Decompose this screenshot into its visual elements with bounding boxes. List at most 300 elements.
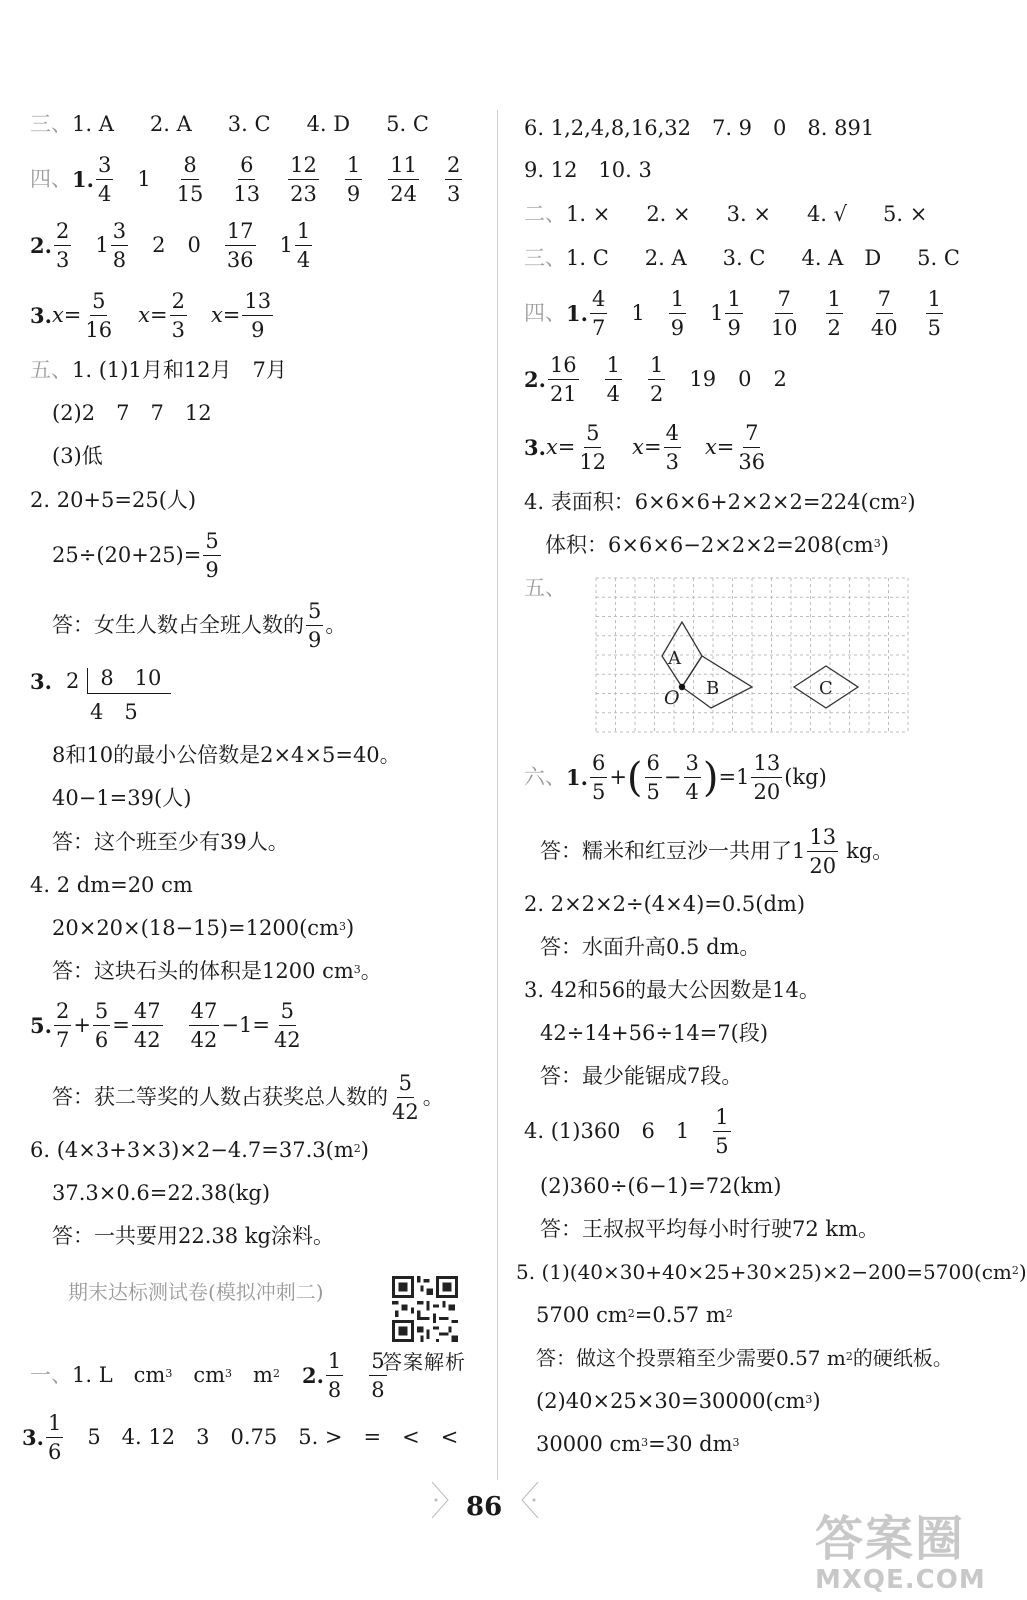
answer-item: 3. C: [227, 112, 271, 136]
right-er-row: [524, 204, 927, 225]
superscript: 2: [845, 1349, 853, 1363]
right-si-q4b: [545, 535, 889, 556]
answer-text: =30 dm: [648, 1432, 733, 1456]
denominator: 42: [190, 1028, 218, 1053]
answer-text: 4. 表面积：6×6×6+2×2×2=224(cm: [524, 490, 901, 514]
numerator: 2: [170, 290, 187, 316]
left-wu-q5: 5. $\frac{2}{7}$ + $\frac{5}{6}$ = $\frac{47}{42}$ $\frac{47}{42}$ −1= $\frac{5}{42}$: [30, 999, 301, 1053]
numerator: 1: [46, 1412, 63, 1438]
answer-item: 2. A: [149, 112, 192, 136]
answer-text: 的硬纸板。: [852, 1346, 953, 1370]
denominator: 8: [327, 1378, 342, 1403]
denominator: 5: [715, 1134, 729, 1159]
answer-text: 答：王叔叔平均每小时行驶72 km。: [540, 1217, 880, 1241]
answer-text: 4. 2 dm=20 cm: [30, 873, 193, 897]
mixed-number: [280, 220, 315, 271]
numerator: 5: [90, 290, 107, 316]
denominator: 7: [55, 1028, 70, 1053]
numerator: 1: [648, 354, 665, 380]
left-wu-q2c: [52, 600, 346, 651]
punctuation: ): [360, 1138, 369, 1162]
column-divider: [497, 110, 498, 1480]
denominator: 20: [809, 854, 837, 879]
fraction: [306, 600, 323, 651]
denominator: 3: [55, 248, 70, 273]
fraction: [590, 288, 607, 339]
left-yi-q3: [22, 1412, 458, 1463]
denominator: 40: [870, 316, 898, 341]
answer-text: 答：这块石头的体积是1200 cm: [52, 959, 354, 983]
fraction: [548, 354, 579, 405]
answer-item: 1. A: [72, 112, 114, 136]
superscript: 2: [1011, 1263, 1019, 1277]
answer-text: 答：获二等奖的人数占获奖总人数的: [52, 1085, 388, 1110]
punctuation: ): [345, 916, 355, 940]
page-number: 86: [466, 1492, 503, 1522]
left-si-q1: [30, 154, 464, 205]
right-liu-q5e: [536, 1434, 740, 1455]
denominator: 4: [606, 382, 621, 407]
section-label: 三、: [30, 112, 72, 136]
answer-value: 0: [187, 233, 201, 258]
denominator: 12: [579, 450, 607, 475]
fraction: [590, 752, 607, 803]
right-liu-q5d: [536, 1391, 821, 1412]
question-number: 1.: [566, 765, 588, 791]
right-si-q2: [524, 354, 787, 405]
denominator: 8: [371, 1378, 385, 1403]
fraction: [605, 354, 622, 405]
superscript: 3: [165, 1367, 173, 1381]
numerator: 1: [826, 288, 843, 314]
answer-item: 2. ×: [646, 202, 691, 226]
variable-label: x=: [210, 303, 241, 328]
dividends: 8 10: [87, 668, 171, 694]
left-wu-q4b: [52, 918, 354, 939]
fraction: [345, 154, 362, 205]
fraction: [96, 154, 113, 205]
numerator: 7: [743, 422, 760, 448]
fraction: [648, 354, 665, 405]
right-si-q4a: [524, 492, 916, 513]
denominator: 9: [205, 558, 219, 583]
denominator: 36: [738, 450, 766, 475]
denominator: 42: [133, 1028, 161, 1053]
whole-part: 1: [710, 301, 724, 326]
answer-item: 5. C: [917, 246, 960, 270]
denominator: 42: [392, 1100, 419, 1125]
numerator: 5: [397, 1072, 414, 1098]
denominator: 36: [226, 248, 254, 273]
quotients: 4 5: [90, 700, 138, 724]
right-liu-q5b: [536, 1305, 733, 1326]
answer-text: (2)2 7 7 12: [52, 401, 212, 425]
fraction: [225, 220, 256, 271]
denominator: 9: [727, 316, 741, 341]
numerator: 47: [132, 1000, 163, 1026]
qr-label: 答案解析: [382, 1350, 466, 1374]
denominator: 21: [549, 382, 577, 407]
punctuation: kg。: [846, 839, 894, 864]
answer-text: 9. 12 10. 3: [524, 158, 652, 182]
fraction: [326, 1350, 343, 1401]
superscript: 3: [225, 1367, 233, 1381]
whole-part: 1: [95, 233, 109, 258]
answer-text: 答：最少能锯成7段。: [540, 1064, 743, 1088]
superscript: 3: [805, 1393, 813, 1406]
numerator: 1: [926, 288, 943, 314]
denominator: 7: [591, 316, 606, 341]
right-liu-q5a: [516, 1262, 1027, 1282]
punctuation: ): [907, 490, 916, 514]
answer-value: 19: [689, 367, 717, 392]
denominator: 15: [176, 182, 204, 207]
section-label: 五、: [30, 358, 72, 382]
answer-item: 4. √: [806, 202, 848, 226]
punctuation: 。: [325, 613, 347, 638]
fraction: [203, 530, 220, 581]
answer-item: 5. ×: [883, 202, 928, 226]
numerator: 16: [548, 354, 579, 380]
answer-text: 1. (1)1月和12月 7月: [72, 358, 287, 382]
answer-text: (2)40×25×30=30000(cm: [536, 1389, 806, 1413]
answer-item: 3. ×: [726, 202, 771, 226]
numerator: 6: [590, 752, 607, 778]
numerator: 5: [203, 530, 220, 556]
numerator: 1: [345, 154, 362, 180]
superscript: 2: [272, 1367, 280, 1381]
numerator: 47: [189, 1000, 220, 1026]
superscript: 3: [873, 537, 881, 550]
numerator: 2: [445, 154, 462, 180]
grid-figure: [596, 578, 908, 732]
shape-label: A: [668, 648, 681, 669]
fraction: [388, 154, 419, 205]
fraction: [669, 288, 686, 339]
fraction: [645, 752, 662, 803]
superscript: 2: [627, 1307, 635, 1320]
divisor: 2: [65, 668, 80, 693]
question-number: 2.: [301, 1363, 324, 1389]
left-wu-q1a: [30, 360, 287, 381]
numerator: 6: [645, 752, 662, 778]
right-san-row: [524, 248, 960, 269]
answer-value: 2: [152, 233, 166, 258]
right-si-q1: [524, 288, 945, 339]
right-liu-q5c: [536, 1348, 953, 1368]
fraction: [390, 1072, 421, 1123]
answer-value: 1: [137, 167, 151, 192]
fraction: [175, 154, 206, 205]
answer-text: 答：水面升高0.5 dm。: [540, 935, 761, 959]
section-label: 四、: [30, 167, 72, 192]
section-label: 三、: [524, 246, 566, 270]
numerator: 2: [54, 1000, 71, 1026]
numerator: 6: [238, 154, 255, 180]
answer-text: 6. 1,2,4,8,16,32 7. 9 0 8. 891: [524, 116, 875, 140]
question-number: 2.: [524, 367, 546, 393]
answer-text: (3)低: [52, 444, 103, 468]
numerator: 13: [807, 826, 838, 852]
watermark-line1: 答案圈: [815, 1511, 966, 1567]
fraction: [445, 154, 462, 205]
answer-text: 6. (4×3+3×3)×2−4.7=37.3(m: [30, 1138, 354, 1162]
numerator: 3: [111, 220, 128, 246]
denominator: 3: [447, 182, 461, 207]
denominator: 10: [770, 316, 798, 341]
answer-text: 答：一共要用22.38 kg涂料。: [52, 1224, 334, 1248]
denominator: 5: [927, 316, 942, 341]
variable-label: x=: [632, 435, 662, 460]
fraction: [132, 1000, 163, 1051]
answer-text: 体积：6×6×6−2×2×2=208(cm: [545, 533, 874, 557]
watermark-line2: MXQE.COM: [815, 1565, 986, 1595]
denominator: 3: [171, 318, 185, 343]
answer-text: 5 4. 12 3 0.75 5. > = < <: [87, 1425, 459, 1450]
footer-ornament-left: [430, 1480, 450, 1520]
denominator: 8: [112, 248, 127, 273]
numerator: 1: [295, 220, 312, 246]
question-number: 2.: [30, 233, 52, 259]
left-wu-q3: [30, 668, 171, 694]
answer-item: 5. C: [386, 112, 429, 136]
left-si-q2: [30, 220, 314, 271]
punctuation: 。: [360, 959, 382, 983]
fraction: [926, 288, 943, 339]
denominator: 23: [290, 182, 317, 207]
mixed-number: [95, 220, 130, 271]
numerator: 1: [605, 354, 622, 380]
fraction: [769, 288, 800, 339]
denominator: 4: [97, 182, 112, 207]
fraction: [288, 154, 319, 205]
denominator: 16: [85, 318, 113, 343]
shape-label: C: [819, 678, 833, 699]
left-wu-q6a: [30, 1140, 369, 1161]
punctuation: 。: [422, 1085, 444, 1110]
numerator: 13: [242, 290, 273, 316]
footer-ornament-right: [520, 1480, 540, 1520]
operator: =1: [718, 765, 750, 790]
question-number: 3.: [22, 1425, 44, 1451]
punctuation: ): [1018, 1260, 1027, 1284]
numerator: 7: [775, 288, 792, 314]
punctuation: ): [812, 1389, 821, 1413]
shape-label: B: [706, 678, 720, 699]
left-wu-q4c: [52, 961, 382, 982]
whole-part: 1: [792, 839, 806, 864]
section-label: 四、: [524, 301, 566, 326]
left-wu-q5c: [52, 1072, 444, 1123]
left-wu-q2b: [52, 530, 223, 581]
question-number: 1.: [566, 301, 588, 327]
fraction: [869, 288, 900, 339]
answer-text: 1. L cm: [72, 1363, 166, 1388]
answer-item: 4. A D: [801, 246, 882, 270]
denominator: 2: [650, 382, 664, 407]
answer-text: 2. 2×2×2÷(4×4)=0.5(dm): [524, 892, 806, 916]
numerator: 1: [725, 288, 742, 314]
numerator: 13: [751, 752, 782, 778]
answer-value: 0: [738, 367, 752, 392]
fraction: [369, 1350, 386, 1401]
denominator: 9: [308, 628, 322, 653]
fraction: [54, 1000, 71, 1051]
answer-text: 4. (1)360 6 1: [524, 1119, 690, 1144]
numerator: 4: [664, 422, 681, 448]
answer-text: 37.3×0.6=22.38(kg): [52, 1181, 271, 1205]
answer-text: (2)360÷(6−1)=72(km): [540, 1174, 782, 1198]
point-o: [679, 684, 685, 690]
left-san-row: [30, 114, 429, 135]
superscript: 3: [641, 1436, 649, 1449]
answer-value: 1: [631, 301, 645, 326]
denominator: 5: [591, 780, 606, 805]
numerator: 5: [93, 1000, 110, 1026]
answer-text: 30000 cm: [536, 1432, 642, 1456]
fraction: [242, 290, 273, 341]
fraction: [577, 422, 608, 473]
answer-text: 20×20×(18−15)=1200(cm: [52, 916, 339, 940]
answer-text: m: [232, 1363, 273, 1388]
fraction: [272, 1000, 303, 1051]
denominator: 42: [273, 1028, 301, 1053]
numerator: 11: [388, 154, 419, 180]
superscript: 3: [353, 963, 361, 976]
variable-label: x=: [545, 435, 576, 460]
qr-code-icon[interactable]: [392, 1276, 458, 1342]
answer-text: cm: [172, 1363, 226, 1388]
denominator: 3: [665, 450, 679, 475]
fraction: [684, 752, 701, 803]
superscript: 3: [732, 1436, 740, 1449]
numerator: 12: [288, 154, 319, 180]
numerator: 5: [584, 422, 601, 448]
answer-value: 2: [773, 367, 787, 392]
answer-item: 4. D: [306, 112, 351, 136]
numerator: 1: [326, 1350, 343, 1376]
answer-text: 8和10的最小公倍数是2×4×5=40。: [52, 743, 401, 767]
superscript: 3: [338, 920, 346, 933]
section-title: 期末达标测试卷(模拟冲刺二): [68, 1280, 324, 1304]
answer-text: 42÷14+56÷14=7(段): [540, 1021, 769, 1045]
denominator: 4: [296, 248, 311, 273]
question-number: 1.: [72, 167, 94, 193]
denominator: 5: [646, 780, 660, 805]
numerator: 5: [369, 1350, 386, 1376]
variable-label: x=: [138, 303, 168, 328]
answer-item: 1. C: [566, 246, 609, 270]
watermark-logo: [815, 1500, 986, 1595]
numerator: 17: [225, 220, 256, 246]
answer-item: 3. C: [722, 246, 766, 270]
unit: (kg): [784, 765, 827, 790]
right-liu-q4a: [524, 1106, 733, 1157]
denominator: 6: [94, 1028, 109, 1053]
question-number: 5.: [30, 1013, 52, 1039]
section-label: 一、: [30, 1363, 72, 1388]
numerator: 7: [876, 288, 893, 314]
mixed-number: [710, 288, 745, 339]
point-label: O: [664, 687, 680, 709]
superscript: 2: [353, 1142, 361, 1155]
fraction: [826, 288, 843, 339]
fraction: [664, 422, 681, 473]
answer-text: 3. 42和56的最大公因数是14。: [524, 978, 820, 1002]
mixed-number: [792, 826, 840, 877]
right-liu-q1: 六、 1. $\frac{6}{5}$ + ( $\frac{6}{5}$ − $\frac{3}{4}$ ) =1 $\frac{13}{20}$ (kg): [524, 751, 827, 805]
left-si-q3: [30, 290, 275, 341]
right-liu-q1c: [540, 826, 893, 877]
numerator: 2: [54, 220, 71, 246]
fraction: [751, 752, 782, 803]
answer-text: 5700 cm: [536, 1303, 628, 1327]
numerator: 1: [669, 288, 686, 314]
variable-label: x=: [704, 435, 735, 460]
fraction: [736, 422, 767, 473]
fraction: [93, 1000, 110, 1051]
denominator: 6: [47, 1440, 62, 1465]
right-si-q3: [524, 422, 769, 473]
superscript: 2: [900, 494, 908, 507]
question-number: 3.: [30, 668, 52, 694]
denominator: 13: [233, 182, 261, 207]
section-label: 六、: [524, 765, 566, 790]
left-yi-q1: [30, 1350, 389, 1401]
answer-item: 2. A: [644, 246, 687, 270]
numerator: 8: [181, 154, 198, 180]
punctuation: ): [880, 533, 889, 557]
fraction: [46, 1412, 63, 1463]
question-number: 3.: [30, 303, 52, 329]
denominator: 9: [670, 316, 685, 341]
fraction: [713, 1106, 730, 1157]
answer-text: 答：这个班至少有39人。: [52, 830, 289, 854]
fraction: [83, 290, 114, 341]
denominator: 2: [827, 316, 841, 341]
answer-item: 1. ×: [566, 202, 611, 226]
denominator: 4: [685, 780, 699, 805]
numerator: 3: [684, 752, 701, 778]
denominator: 20: [753, 780, 781, 805]
denominator: 9: [251, 318, 265, 343]
numerator: 1: [713, 1106, 730, 1132]
question-number: 3.: [524, 435, 546, 461]
fraction: [231, 154, 262, 205]
numerator: 5: [279, 1000, 296, 1026]
section-label: 二、: [524, 202, 566, 226]
variable-label: x=: [51, 303, 82, 328]
denominator: 24: [390, 182, 417, 207]
answer-text: 答：糯米和红豆沙一共用了: [540, 839, 792, 864]
numerator: 5: [306, 600, 323, 626]
superscript: 2: [725, 1307, 733, 1320]
answer-text: 答：做这个投票箱至少需要0.57 m: [536, 1346, 846, 1370]
answer-text: =0.57 m: [634, 1303, 726, 1327]
answer-text: 5. (1)(40×30+40×25+30×25)×2−200=5700(cm: [516, 1260, 1012, 1284]
answer-text: 答：女生人数占全班人数的: [52, 613, 304, 638]
answer-text: 25÷(20+25)=: [52, 543, 202, 568]
whole-part: 1: [279, 233, 293, 258]
fraction: [189, 1000, 220, 1051]
numerator: 3: [96, 154, 113, 180]
fraction: [54, 220, 71, 271]
answer-text: 40−1=39(人): [52, 786, 192, 810]
denominator: 9: [346, 182, 361, 207]
numerator: 4: [590, 288, 607, 314]
section-label: 五、: [524, 576, 566, 600]
fraction: [170, 290, 187, 341]
